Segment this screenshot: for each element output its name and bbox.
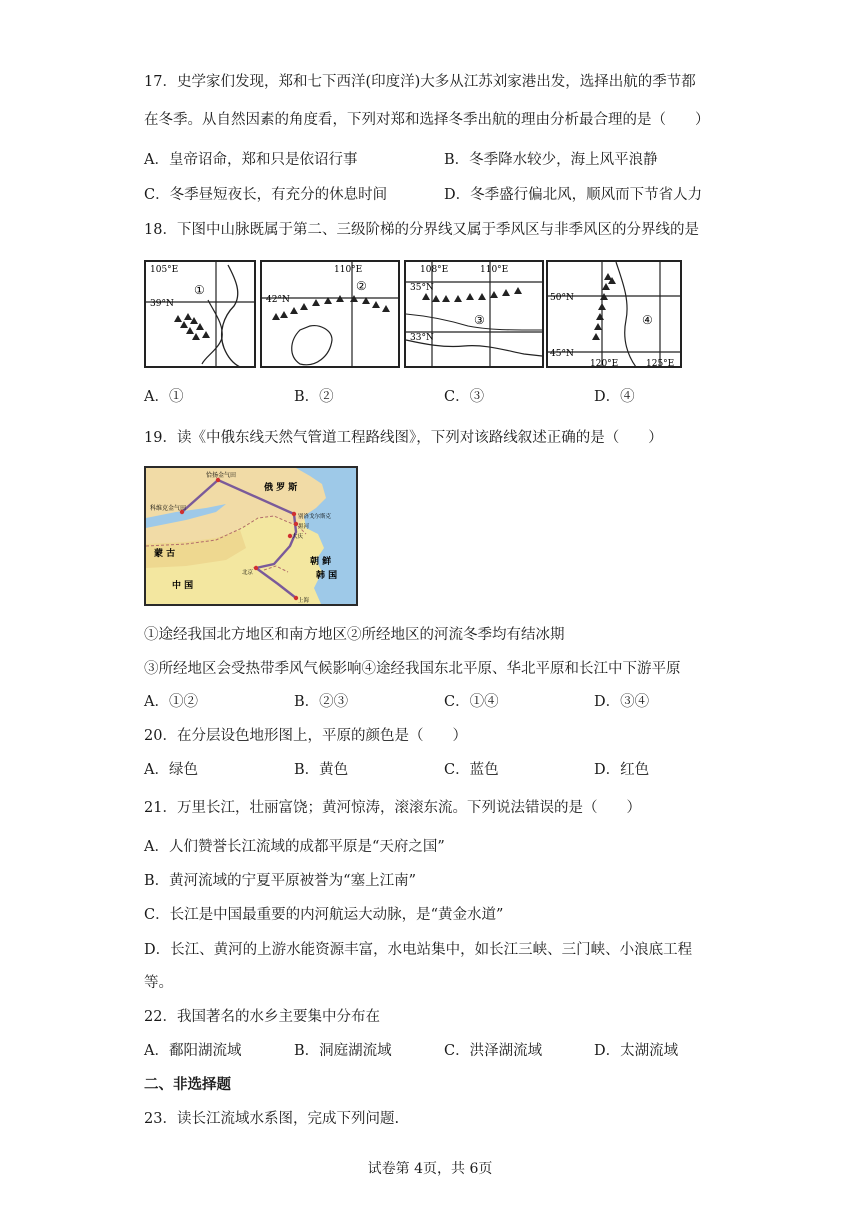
map4-lat2-label: 45°N xyxy=(550,349,574,359)
map-label-city4: 北京 xyxy=(242,570,254,576)
q18-map-3 xyxy=(404,260,544,368)
map-label-field2: 恰扬金气田 xyxy=(206,472,237,479)
map-label-city2: 黑河 xyxy=(298,524,310,530)
q22-option-b[interactable]: B．洞庭湖流域 xyxy=(294,1043,392,1059)
map-label-china: 中 国 xyxy=(172,581,194,591)
map-label-korea-n: 朝 鲜 xyxy=(310,557,332,567)
q18-option-d[interactable]: D．④ xyxy=(594,389,635,405)
map-label-korea-s: 韩 国 xyxy=(316,571,338,581)
q20-option-d[interactable]: D．红色 xyxy=(594,762,650,778)
q17-option-d[interactable]: D．冬季盛行偏北风，顺风而下节省人力 xyxy=(444,187,703,203)
q19-option-b[interactable]: B．②③ xyxy=(294,694,349,710)
q20-option-a[interactable]: A．绿色 xyxy=(144,762,198,778)
q22-option-d[interactable]: D．太湖流域 xyxy=(594,1043,679,1059)
map1-number: ① xyxy=(194,283,205,297)
q17-stem-line2: 在冬季。从自然因素的角度看，下列对郑和选择冬季出航的理由分析最合理的是（ ） xyxy=(144,112,710,128)
map4-lat1-label: 50°N xyxy=(550,293,574,303)
page-footer: 试卷第 4页，共 6页 xyxy=(367,1161,493,1177)
map2-lat-label: 42°N xyxy=(266,295,290,305)
map1-lat-label: 39°N xyxy=(150,299,174,309)
map-label-field1: 科维克金气田 xyxy=(150,505,187,512)
map4-lon2-label: 125°E xyxy=(646,359,675,368)
map3-lat1-label: 35°N xyxy=(410,283,434,293)
map4-number: ④ xyxy=(642,313,653,327)
q22-option-c[interactable]: C．洪泽湖流域 xyxy=(444,1043,543,1059)
q21-stem: 21．万里长江，壮丽富饶；黄河惊涛，滚滚东流。下列说法错误的是（ ） xyxy=(144,800,641,816)
q21-option-a[interactable]: A．人们赞誉长江流域的成都平原是“天府之国” xyxy=(144,839,445,855)
map-label-city1: 别洛戈尔斯克 xyxy=(298,514,332,520)
map3-number: ③ xyxy=(474,313,485,327)
q18-option-a[interactable]: A．① xyxy=(144,389,184,405)
q17-option-c[interactable]: C．冬季昼短夜长，有充分的休息时间 xyxy=(144,187,388,203)
map2-number: ② xyxy=(356,279,367,293)
q21-option-c[interactable]: C．长江是中国最重要的内河航运大动脉，是“黄金水道” xyxy=(144,907,504,923)
map2-lon-label: 110°E xyxy=(334,265,363,275)
q18-option-c[interactable]: C．③ xyxy=(444,389,485,405)
map-label-mongolia: 蒙 古 xyxy=(154,549,176,559)
q18-option-b[interactable]: B．② xyxy=(294,389,334,405)
q18-stem: 18．下图中山脉既属于第二、三级阶梯的分界线又属于季风区与非季风区的分界线的是 xyxy=(144,222,699,238)
section-heading: 二、非选择题 xyxy=(144,1077,231,1093)
q19-option-a[interactable]: A．①② xyxy=(144,694,198,710)
q17-option-a[interactable]: A．皇帝诏命，郑和只是依诏行事 xyxy=(144,152,358,168)
q22-stem: 22．我国著名的水乡主要集中分布在 xyxy=(144,1009,380,1025)
q20-option-b[interactable]: B．黄色 xyxy=(294,762,349,778)
map3-lat2-label: 33°N xyxy=(410,333,434,343)
q20-option-c[interactable]: C．蓝色 xyxy=(444,762,499,778)
q21-option-b[interactable]: B．黄河流域的宁夏平原被誉为“塞上江南” xyxy=(144,873,416,889)
q19-stem: 19．读《中俄东线天然气管道工程路线图》，下列对该路线叙述正确的是（ ） xyxy=(144,430,663,446)
map-label-russia: 俄 罗 斯 xyxy=(264,483,298,493)
map-label-city3: 大庆 xyxy=(292,534,304,540)
q20-stem: 20．在分层设色地形图上，平原的颜色是（ ） xyxy=(144,728,467,744)
q18-map-1 xyxy=(144,260,256,368)
q19-statement-2: ③所经地区会受热带季风气候影响④途经我国东北平原、华北平原和长江中下游平原 xyxy=(144,661,681,677)
map1-lon-label: 105°E xyxy=(150,265,179,275)
q19-statement-1: ①途经我国北方地区和南方地区②所经地区的河流冬季均有结冰期 xyxy=(144,627,565,643)
q19-pipeline-map xyxy=(144,466,358,606)
q22-option-a[interactable]: A．鄱阳湖流域 xyxy=(144,1043,242,1059)
q18-map-2 xyxy=(260,260,400,368)
q21-option-d-line2: 等。 xyxy=(144,975,173,991)
q17-stem-line1: 17．史学家们发现，郑和七下西洋(印度洋)大多从江苏刘家港出发，选择出航的季节都 xyxy=(144,74,696,90)
q19-option-c[interactable]: C．①④ xyxy=(444,694,499,710)
q23-stem: 23．读长江流域水系图，完成下列问题. xyxy=(144,1111,400,1127)
map-label-city5: 上海 xyxy=(298,598,310,604)
q21-option-d-line1[interactable]: D．长江、黄河的上游水能资源丰富，水电站集中，如长江三峡、三门峡、小浪底工程 xyxy=(144,942,693,958)
q18-map-4 xyxy=(546,260,682,368)
q19-option-d[interactable]: D．③④ xyxy=(594,694,650,710)
q17-option-b[interactable]: B．冬季降水较少，海上风平浪静 xyxy=(444,152,658,168)
map3-lon1-label: 108°E xyxy=(420,265,449,275)
map4-lon1-label: 120°E xyxy=(590,359,619,368)
map3-lon2-label: 110°E xyxy=(480,265,509,275)
